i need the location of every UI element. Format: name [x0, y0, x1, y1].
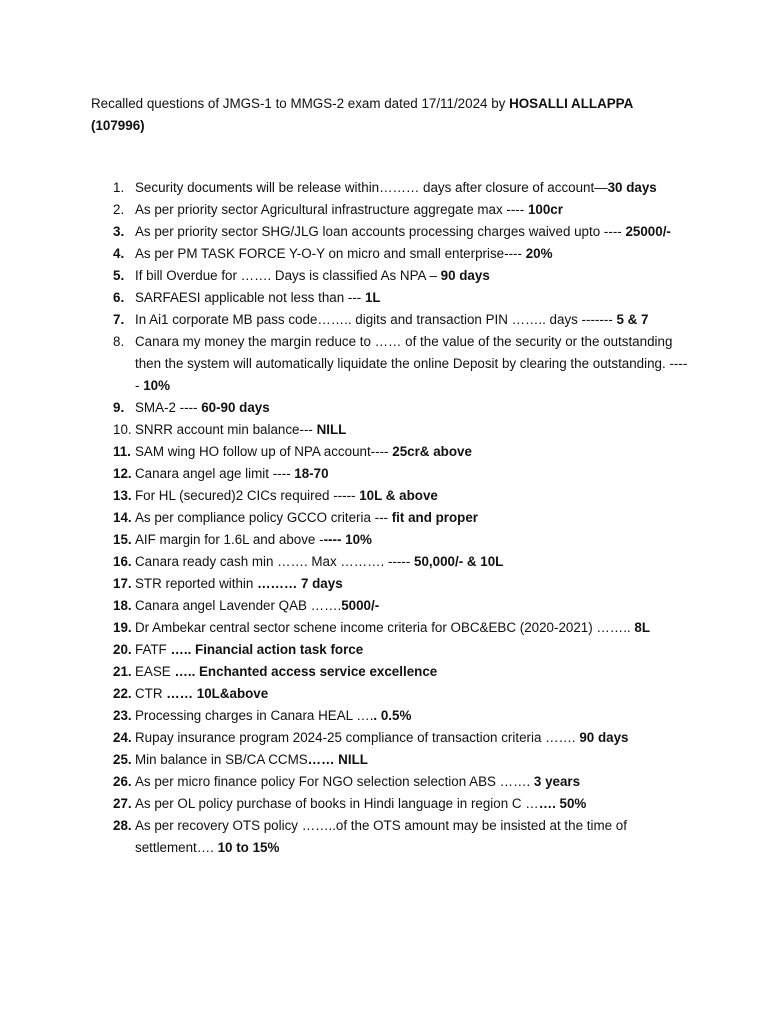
question-item [91, 463, 691, 485]
question-item [91, 265, 691, 287]
question-item [91, 221, 691, 243]
question-body [135, 727, 691, 749]
question-number [91, 661, 135, 683]
question-item [91, 793, 691, 815]
question-number [91, 793, 135, 815]
question-text: As per priority sector Agricultural infrastructure aggregate max ---- [135, 202, 528, 217]
question-body [135, 683, 691, 705]
question-body [135, 199, 691, 221]
question-item [91, 573, 691, 595]
question-text: As per OL policy purchase of books in Hindi language in region C … [135, 796, 539, 811]
question-answer: …. 50% [538, 796, 587, 811]
question-number-label: 16. [113, 554, 132, 569]
question-body [135, 749, 691, 771]
question-item [91, 771, 691, 793]
question-number-label: 3. [113, 224, 125, 239]
question-number-label: 5. [113, 268, 125, 283]
question-body [135, 287, 691, 309]
question-text: EASE [135, 664, 175, 679]
question-answer: 5 & 7 [616, 312, 649, 327]
question-number [91, 243, 135, 265]
question-number-label: 22. [113, 686, 132, 701]
question-number [91, 419, 135, 441]
question-text: SNRR account min balance--- [135, 422, 317, 437]
question-body [135, 771, 691, 793]
question-item [91, 177, 691, 199]
question-item [91, 287, 691, 309]
question-number [91, 265, 135, 287]
question-body [135, 221, 691, 243]
question-body [135, 661, 691, 683]
question-number-label: 12. [113, 466, 132, 481]
question-text: Canara angel Lavender QAB ……. [135, 598, 342, 613]
question-answer: . 0.5% [373, 708, 412, 723]
question-answer: ….. Enchanted access service excellence [174, 664, 438, 679]
question-number-label: 27. [113, 796, 132, 811]
question-number-label: 9. [113, 400, 125, 415]
question-number-label: 26. [113, 774, 132, 789]
question-text: If bill Overdue for ……. Days is classified As NPA – [135, 268, 441, 283]
question-number-label: 1. [113, 180, 125, 195]
question-body [135, 595, 691, 617]
question-number [91, 287, 135, 309]
question-text: As per micro finance policy For NGO selection selection ABS ……. [135, 774, 534, 789]
question-number-label: 2. [113, 202, 125, 217]
question-number-label: 15. [113, 532, 132, 547]
question-answer: 25000/- [625, 224, 671, 239]
question-number-label: 19. [113, 620, 132, 635]
question-number-label: 25. [113, 752, 132, 767]
title-intro: Recalled questions of JMGS-1 to MMGS-2 exam dated 17/11/2024 by [91, 96, 510, 111]
question-text: Rupay insurance program 2024-25 compliance of transaction criteria ……. [135, 730, 580, 745]
question-body [135, 617, 691, 639]
question-number-label: 14. [113, 510, 132, 525]
question-text: As per PM TASK FORCE Y-O-Y on micro and small enterprise---- [135, 246, 526, 261]
question-item [91, 397, 691, 419]
question-text: Canara angel age limit ---- [135, 466, 295, 481]
question-text: Processing charges in Canara HEAL …. [135, 708, 374, 723]
question-answer: ……… 7 days [257, 576, 343, 591]
question-number-label: 18. [113, 598, 132, 613]
question-number [91, 529, 135, 551]
question-item [91, 815, 691, 859]
question-number [91, 177, 135, 199]
question-number-label: 7. [113, 312, 125, 327]
question-answer: 1L [364, 290, 381, 305]
question-answer: 50,000/- & 10L [414, 554, 504, 569]
question-number-label: 17. [113, 576, 132, 591]
question-item [91, 485, 691, 507]
question-answer: ---- 10% [323, 532, 372, 547]
question-number [91, 309, 135, 331]
question-text: CTR [135, 686, 167, 701]
question-number [91, 507, 135, 529]
question-body [135, 265, 691, 287]
question-answer: …… NILL [307, 752, 368, 767]
question-number [91, 815, 135, 859]
question-item [91, 749, 691, 771]
question-number [91, 639, 135, 661]
questions-list [91, 177, 691, 859]
question-body [135, 397, 691, 419]
question-number [91, 705, 135, 727]
question-number-label: 24. [113, 730, 132, 745]
question-body [135, 177, 691, 199]
question-body [135, 463, 691, 485]
question-answer: 30 days [607, 180, 657, 195]
question-item [91, 595, 691, 617]
question-item [91, 309, 691, 331]
question-number-label: 10. [113, 422, 132, 437]
question-item [91, 639, 691, 661]
question-number-label: 28. [113, 818, 132, 833]
question-number-label: 20. [113, 642, 132, 657]
question-answer: 3 years [533, 774, 581, 789]
document-title [91, 93, 681, 137]
question-answer: 25cr& above [392, 444, 472, 459]
question-number-label: 6. [113, 290, 125, 305]
question-number [91, 551, 135, 573]
question-text: As per compliance policy GCCO criteria --- [135, 510, 392, 525]
question-body [135, 507, 691, 529]
question-body [135, 793, 691, 815]
question-item [91, 243, 691, 265]
question-text: SARFAESI applicable not less than --- [135, 290, 365, 305]
question-item [91, 507, 691, 529]
question-number-label: 4. [113, 246, 125, 261]
question-number [91, 331, 135, 397]
question-answer: ….. Financial action task force [170, 642, 364, 657]
question-item [91, 705, 691, 727]
question-text: FATF [135, 642, 171, 657]
question-item [91, 617, 691, 639]
question-body [135, 815, 691, 859]
question-item [91, 331, 691, 397]
question-text: Canara my money the margin reduce to …… of the value of the security or the outstanding then the system will automatically liquidate the online Deposit by clearing the outstanding. ----- [135, 334, 688, 393]
question-body [135, 441, 691, 463]
question-number [91, 485, 135, 507]
question-text: As per recovery OTS policy ……..of the OTS amount may be insisted at the time of settlement…. [135, 818, 627, 855]
question-body [135, 551, 691, 573]
question-number [91, 595, 135, 617]
question-answer: 10% [143, 378, 170, 393]
question-answer: 10L & above [359, 488, 438, 503]
question-number [91, 221, 135, 243]
question-answer: …… 10L&above [166, 686, 269, 701]
question-text: SAM wing HO follow up of NPA account---- [135, 444, 393, 459]
question-number-label: 23. [113, 708, 132, 723]
question-number [91, 771, 135, 793]
question-number [91, 749, 135, 771]
question-number [91, 463, 135, 485]
question-item [91, 661, 691, 683]
question-answer: 18-70 [294, 466, 329, 481]
question-number [91, 397, 135, 419]
question-body [135, 705, 691, 727]
question-item [91, 551, 691, 573]
question-number-label: 8. [113, 334, 125, 349]
question-text: Dr Ambekar central sector schene income criteria for OBC&EBC (2020-2021) …….. [135, 620, 635, 635]
question-text: AIF margin for 1.6L and above - [135, 532, 324, 547]
title-author: HOSALLI ALLAPPA (107996) [91, 96, 633, 133]
question-answer: 60-90 days [201, 400, 270, 415]
question-item [91, 199, 691, 221]
question-body [135, 485, 691, 507]
question-number [91, 727, 135, 749]
question-number [91, 617, 135, 639]
question-text: As per priority sector SHG/JLG loan accounts processing charges waived upto ---- [135, 224, 626, 239]
question-number-label: 11. [113, 444, 131, 459]
question-answer: fit and proper [391, 510, 479, 525]
question-body [135, 639, 691, 661]
question-text: Security documents will be release within……… days after closure of account— [135, 180, 608, 195]
question-answer: 8L [634, 620, 651, 635]
question-answer: 20% [525, 246, 553, 261]
question-item [91, 683, 691, 705]
question-item [91, 727, 691, 749]
question-number-label: 21. [113, 664, 132, 679]
question-number-label: 13. [113, 488, 132, 503]
question-answer: NILL [316, 422, 347, 437]
question-number [91, 199, 135, 221]
question-text: In Ai1 corporate MB pass code…….. digits and transaction PIN …….. days ------- [135, 312, 617, 327]
question-item [91, 441, 691, 463]
question-text: Min balance in SB/CA CCMS [135, 752, 308, 767]
question-text: SMA-2 ---- [135, 400, 202, 415]
question-body [135, 573, 691, 595]
question-answer: 90 days [579, 730, 629, 745]
question-number [91, 573, 135, 595]
question-body [135, 419, 691, 441]
question-text: Canara ready cash min ……. Max ………. ----- [135, 554, 415, 569]
question-body [135, 309, 691, 331]
question-body [135, 529, 691, 551]
question-answer: 100cr [527, 202, 563, 217]
question-body [135, 243, 691, 265]
question-answer: 10 to 15% [217, 840, 280, 855]
question-answer: 5000/- [341, 598, 380, 613]
question-item [91, 419, 691, 441]
question-number [91, 683, 135, 705]
question-body [135, 331, 691, 397]
question-text: STR reported within [135, 576, 258, 591]
question-number [91, 441, 135, 463]
question-answer: 90 days [440, 268, 490, 283]
question-text: For HL (secured)2 CICs required ----- [135, 488, 360, 503]
question-item [91, 529, 691, 551]
